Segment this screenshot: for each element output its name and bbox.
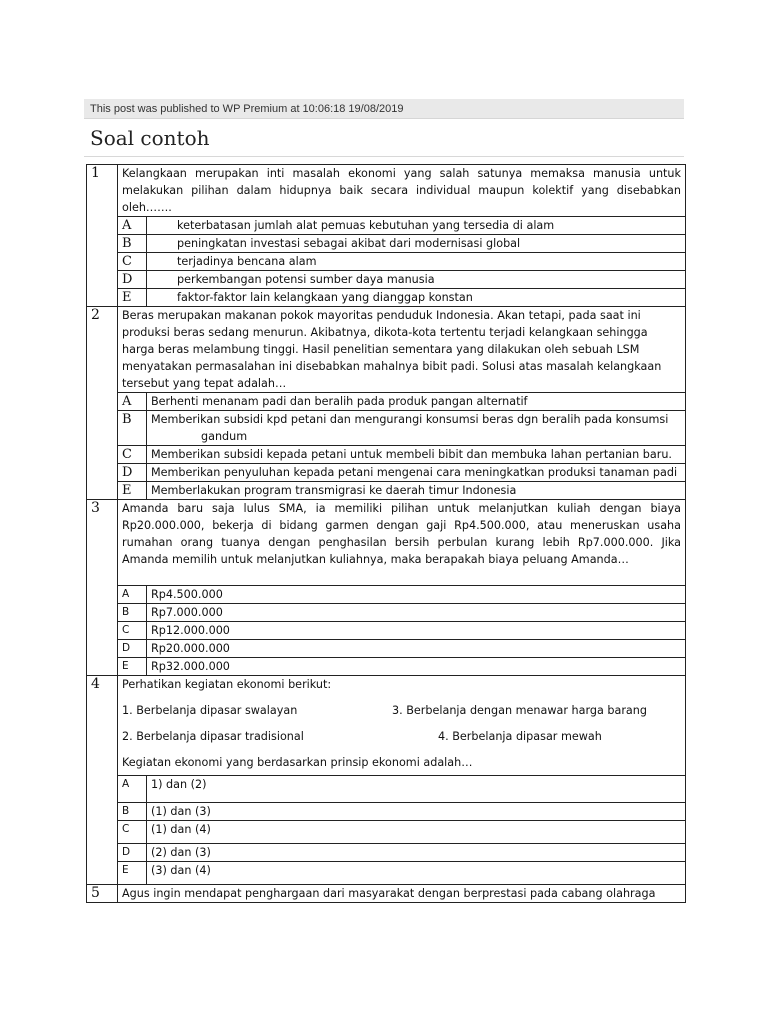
question-text: Kelangkaan merupakan inti masalah ekonomi yang salah satunya memaksa manusia untuk melakukan pilihan dalam hidupnya baik secara individual maupun kolektif yang disebabkan oleh……. (118, 165, 686, 217)
question-number: 1 (87, 165, 118, 307)
option-text: Rp7.000.000 (147, 604, 686, 622)
option-text: keterbatasan jumlah alat pemuas kebutuhan yang tersedia di alam (147, 217, 686, 235)
option-row (87, 844, 686, 862)
option-row (87, 446, 686, 464)
option-label: B (118, 604, 147, 622)
question-row-2 (87, 307, 686, 393)
statement-list-row (122, 702, 681, 719)
question-text: Agus ingin mendapat penghargaan dari masyarakat dengan berprestasi pada cabang olahraga (118, 885, 686, 903)
question-number: 2 (87, 307, 118, 500)
option-text: (3) dan (4) (147, 862, 686, 885)
option-text: peningkatan investasi sebagai akibat dari modernisasi global (147, 235, 686, 253)
option-text: Berhenti menanam padi dan beralih pada produk pangan alternatif (147, 393, 686, 411)
option-label: B (118, 803, 147, 821)
option-row (87, 393, 686, 411)
option-row (87, 235, 686, 253)
option-row (87, 411, 686, 446)
option-text: Memberikan subsidi kepada petani untuk membeli bibit dan membuka lahan pertanian baru. (147, 446, 686, 464)
question-number: 4 (87, 676, 118, 885)
question-text (118, 676, 686, 776)
option-label: D (118, 844, 147, 862)
option-label: A (118, 217, 147, 235)
question-text: Beras merupakan makanan pokok mayoritas penduduk Indonesia. Akan tetapi, pada saat ini produksi beras sedang menurun. Akibatnya, dikota-kota tertentu terjadi kelangkaan sehingga harga beras melambung tinggi. Hasil penelitian sementara yang dilakukan oleh sebuah LSM menyatakan permasalahan ini disebabkan mahalnya bibit padi. Solusi atas masalah kelangkaan tersebut yang tepat adalah… (118, 307, 686, 393)
option-text: Rp12.000.000 (147, 622, 686, 640)
option-label: C (118, 821, 147, 844)
option-text: Rp32.000.000 (147, 658, 686, 676)
question-number: 5 (87, 885, 118, 903)
page-title: Soal contoh (90, 126, 210, 150)
option-row (87, 271, 686, 289)
option-row (87, 604, 686, 622)
publish-banner: This post was published to WP Premium at 10:06:18 19/08/2019 (84, 99, 684, 119)
option-label: E (118, 862, 147, 885)
option-text: (2) dan (3) (147, 844, 686, 862)
option-text: (1) dan (3) (147, 803, 686, 821)
question-intro: Perhatikan kegiatan ekonomi berikut: (122, 678, 332, 691)
question-text: Amanda baru saja lulus SMA, ia memiliki pilihan untuk melanjutkan kuliah dengan biaya Rp20.000.000, bekerja di bidang garmen dengan gaji Rp4.500.000, atau meneruskan usaha rumahan orang tuanya dengan penghasilan bersih perbulan kurang lebih Rp7.000.000. Jika Amanda memilih untuk melanjutkan kuliahnya, maka berapakah biaya peluang Amanda… (118, 500, 686, 586)
option-label: A (118, 586, 147, 604)
option-text: (1) dan (4) (147, 821, 686, 844)
option-text: 1) dan (2) (147, 776, 686, 803)
option-label: D (118, 271, 147, 289)
statement-item: 1. Berbelanja dipasar swalayan (122, 704, 298, 717)
option-row (87, 217, 686, 235)
option-row (87, 289, 686, 307)
statement-item: 2. Berbelanja dipasar tradisional (122, 730, 304, 743)
option-label: C (118, 446, 147, 464)
option-label: D (118, 640, 147, 658)
option-row (87, 862, 686, 885)
option-text: Memberikan penyuluhan kepada petani mengenai cara meningkatkan produksi tanaman padi (147, 464, 686, 482)
option-label: A (118, 393, 147, 411)
option-row (87, 776, 686, 803)
option-row (87, 821, 686, 844)
question-number: 3 (87, 500, 118, 676)
option-text: terjadinya bencana alam (147, 253, 686, 271)
question-row-1 (87, 165, 686, 217)
option-label: B (118, 235, 147, 253)
question-row-4 (87, 676, 686, 776)
option-text: faktor-faktor lain kelangkaan yang dianggap konstan (147, 289, 686, 307)
question-prompt: Kegiatan ekonomi yang berdasarkan prinsip ekonomi adalah… (122, 756, 473, 769)
option-label: C (118, 622, 147, 640)
question-table (86, 164, 686, 903)
question-row-5 (87, 885, 686, 903)
option-label: A (118, 776, 147, 803)
statement-item: 4. Berbelanja dipasar mewah (438, 730, 602, 743)
option-row (87, 622, 686, 640)
option-label: E (118, 658, 147, 676)
option-text (147, 411, 686, 446)
question-row-3 (87, 500, 686, 586)
option-label: D (118, 464, 147, 482)
option-text-line: Memberikan subsidi kpd petani dan mengurangi konsumsi beras dgn beralih pada konsumsi (151, 413, 669, 426)
option-row (87, 586, 686, 604)
option-row (87, 658, 686, 676)
option-text: Rp20.000.000 (147, 640, 686, 658)
option-text: perkembangan potensi sumber daya manusia (147, 271, 686, 289)
option-text-line: gandum (201, 430, 248, 443)
option-label: E (118, 482, 147, 500)
option-text: Memberlakukan program transmigrasi ke daerah timur Indonesia (147, 482, 686, 500)
option-row (87, 482, 686, 500)
statement-item: 3. Berbelanja dengan menawar harga barang (392, 704, 647, 717)
option-text: Rp4.500.000 (147, 586, 686, 604)
option-row (87, 640, 686, 658)
option-row (87, 803, 686, 821)
option-label: C (118, 253, 147, 271)
statement-list-row (122, 728, 681, 745)
option-label: E (118, 289, 147, 307)
option-row (87, 464, 686, 482)
option-label: B (118, 411, 147, 446)
option-row (87, 253, 686, 271)
title-divider (84, 156, 684, 157)
